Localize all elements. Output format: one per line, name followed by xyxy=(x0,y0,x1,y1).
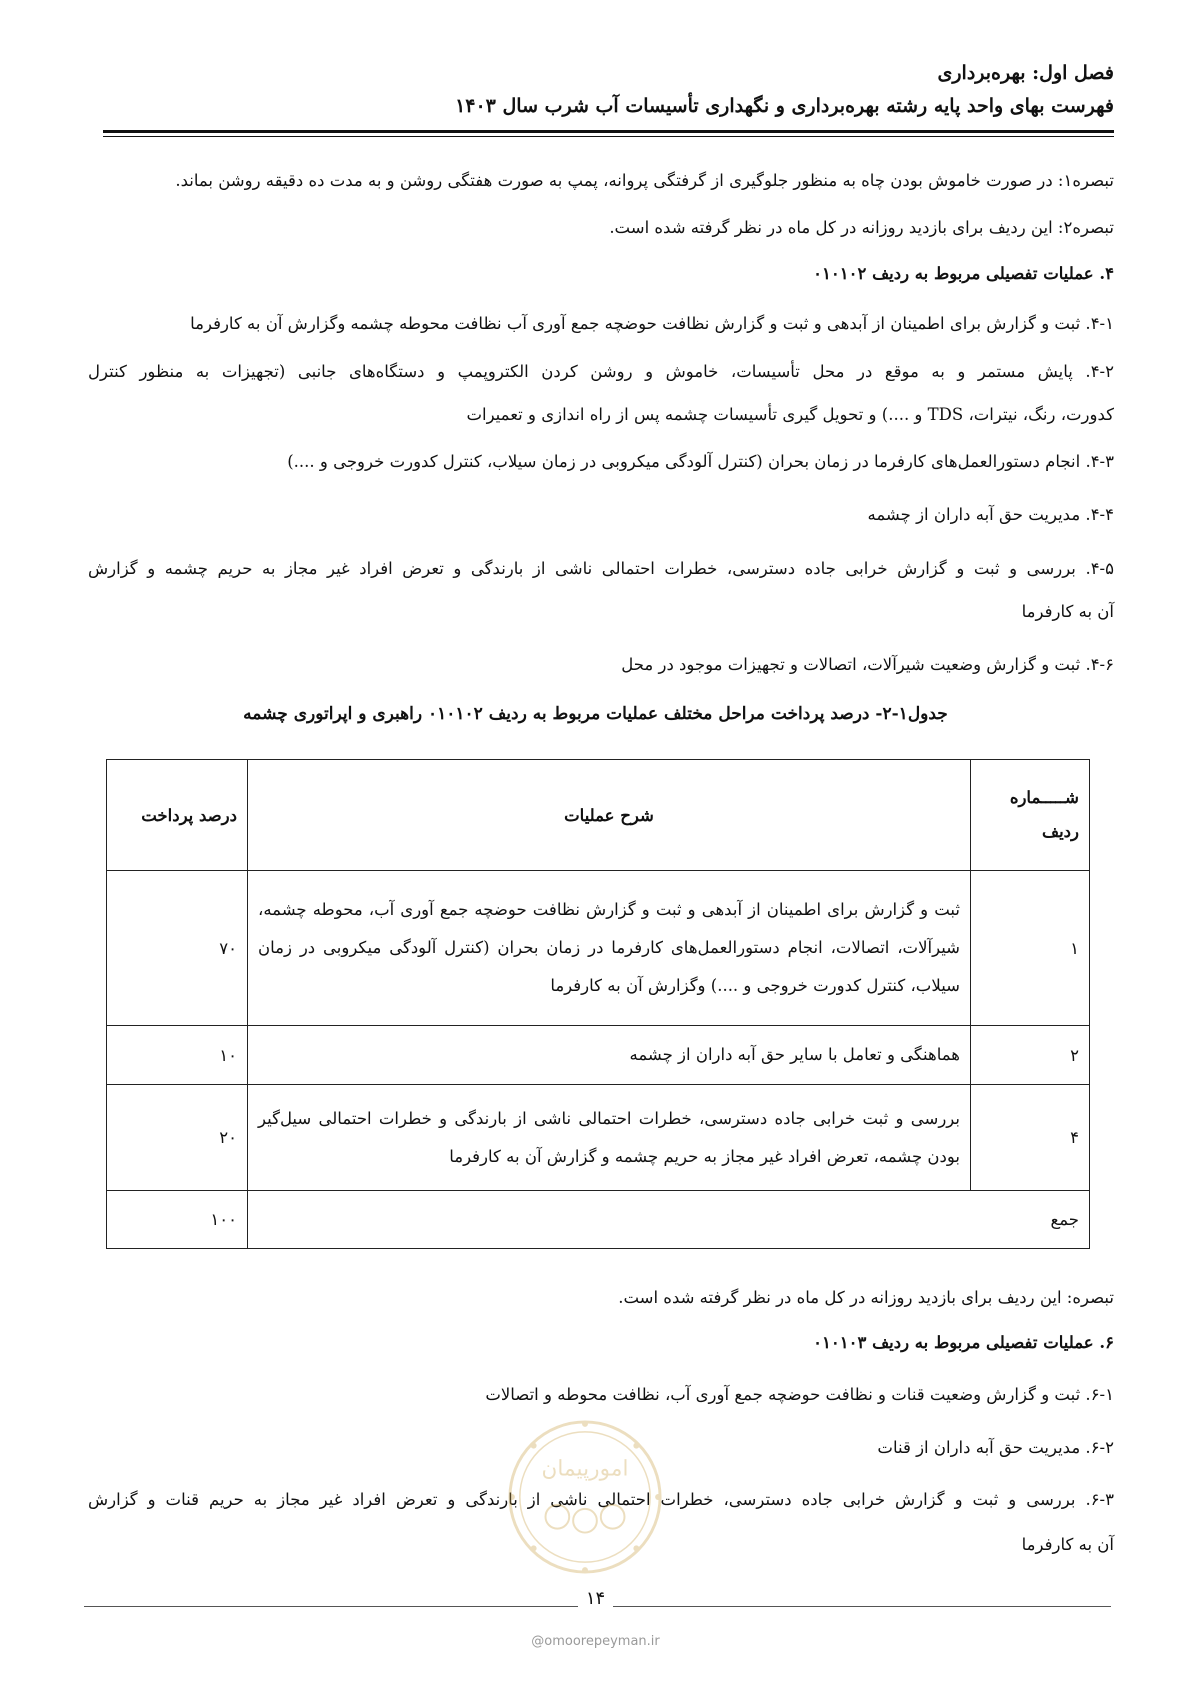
section-6-item-1: ۶-۱. ثبت و گزارش وضعیت قنات و نظافت حوضچه جمع آوری آب، نظافت محوطه و اتصالات xyxy=(485,1385,1114,1404)
payment-table xyxy=(106,759,1090,1249)
section-6-item-2: ۶-۲. مدیریت حق آبه داران از قنات xyxy=(877,1438,1114,1457)
watermark-site: @omoorepeyman.ir xyxy=(531,1634,660,1649)
page-number xyxy=(0,1588,1191,1609)
section-4-item-2-line-1: ۴-۲. پایش مستمر و به موقع در محل تأسیسات، خاموش و روشن کردن الکتروپمپ و دستگاه‌های جانبی (تجهیزات به منظور کنترل xyxy=(88,362,1114,381)
section-4-item-5-line-2: آن به کارفرما xyxy=(1021,602,1114,621)
row-description: ثبت و گزارش برای اطمینان از آبدهی و ثبت و گزارش نظافت حوضچه جمع آوری آب، محوطه چشمه، شیرآلات، اتصالات، انجام دستورالعمل‌های کارفرما در زمان بحران (کنترل آلودگی میکروبی در زمان سیلاب، کنترل کدورت خروجی و ....) وگزارش آن به کارفرما xyxy=(248,871,971,1026)
row-payment: ۱۰ xyxy=(107,1026,248,1085)
note-2: تبصره۲: این ردیف برای بازدید روزانه در کل ماه در نظر گرفته شده است. xyxy=(609,218,1114,237)
watermark-logo-text: امورپیمان xyxy=(541,1456,629,1482)
header-rule-thick xyxy=(103,130,1114,133)
total-value: ۱۰۰ xyxy=(107,1191,248,1249)
page-number-text: ۱۴ xyxy=(578,1588,613,1609)
row-description: هماهنگی و تعامل با سایر حق آبه داران از چشمه xyxy=(248,1026,971,1085)
row-description: بررسی و ثبت خرابی جاده دسترسی، خطرات احتمالی ناشی از بارندگی و خطرات احتمالی سیل‌گیر بودن چشمه، تعرض افراد غیر مجاز به حریم چشمه و گزارش آن به کارفرما xyxy=(248,1085,971,1191)
header-number-line-1: شـــــماره xyxy=(1009,788,1079,807)
note-bottom: تبصره: این ردیف برای بازدید روزانه در کل ماه در نظر گرفته شده است. xyxy=(618,1288,1114,1307)
row-payment: ۲۰ xyxy=(107,1085,248,1191)
header-number-line-2: ردیف xyxy=(1042,822,1079,841)
chapter-title: فصل اول: بهره‌برداری xyxy=(937,62,1114,84)
table-row xyxy=(107,871,1090,1026)
section-4-item-5-line-1: ۴-۵. بررسی و ثبت و گزارش خرابی جاده دسترسی، خطرات احتمالی ناشی از بارندگی و تعرض افراد غیر مجاز به حریم چشمه و گزارش xyxy=(88,559,1114,578)
section-6-item-3-line-2: آن به کارفرما xyxy=(1021,1535,1114,1554)
section-6-heading: ۶. عملیات تفصیلی مربوط به ردیف ۰۱۰۱۰۳ xyxy=(813,1333,1114,1352)
table-caption: جدول۱-۲- درصد پرداخت مراحل مختلف عملیات مربوط به ردیف ۰۱۰۱۰۲ راهبری و اپراتوری چشمه xyxy=(243,704,948,724)
row-number: ۲ xyxy=(971,1026,1090,1085)
section-4-item-2-line-2: کدورت، رنگ، نیترات، TDS و ....) و تحویل گیری تأسیسات چشمه پس از راه اندازی و تعمیرات xyxy=(466,405,1114,424)
row-payment: ۷۰ xyxy=(107,871,248,1026)
header-payment: درصد پرداخت xyxy=(107,760,248,871)
header-rule-thin xyxy=(103,136,1114,137)
table-total-row xyxy=(107,1191,1090,1249)
section-4-item-4: ۴-۴. مدیریت حق آبه داران از چشمه xyxy=(867,505,1114,524)
note-1: تبصره۱: در صورت خاموش بودن چاه به منظور جلوگیری از گرفتگی پروانه، پمپ به صورت هفتگی روشن و به مدت ده دقیقه روشن بماند. xyxy=(175,171,1114,190)
header-description: شرح عملیات xyxy=(248,760,971,871)
document-title: فهرست بهای واحد پایه رشته بهره‌برداری و نگهداری تأسیسات آب شرب سال ۱۴۰۳ xyxy=(455,95,1114,117)
section-4-item-6: ۴-۶. ثبت و گزارش وضعیت شیرآلات، اتصالات و تجهیزات موجود در محل xyxy=(621,655,1114,674)
row-number: ۱ xyxy=(971,871,1090,1026)
table-row xyxy=(107,1026,1090,1085)
section-6-item-3-line-1: ۶-۳. بررسی و ثبت و گزارش خرابی جاده دسترسی، خطرات احتمالی ناشی از بارندگی و تعرض افراد غیر مجاز به حریم قنات و گزارش xyxy=(88,1490,1114,1509)
section-4-item-1: ۴-۱. ثبت و گزارش برای اطمینان از آبدهی و ثبت و گزارش نظافت حوضچه جمع آوری آب نظافت محوطه چشمه وگزارش آن به کارفرما xyxy=(190,314,1114,333)
total-label: جمع xyxy=(248,1191,1090,1249)
header-row-number xyxy=(971,760,1090,871)
section-4-heading: ۴. عملیات تفصیلی مربوط به ردیف ۰۱۰۱۰۲ xyxy=(813,264,1114,283)
watermark-seal-logo xyxy=(506,1418,664,1576)
table-header-row xyxy=(107,760,1090,871)
section-4-item-3: ۴-۳. انجام دستورالعمل‌های کارفرما در زمان بحران (کنترل آلودگی میکروبی در زمان سیلاب، کنترل کدورت خروجی و ....) xyxy=(287,452,1114,471)
table-row xyxy=(107,1085,1090,1191)
row-number: ۴ xyxy=(971,1085,1090,1191)
